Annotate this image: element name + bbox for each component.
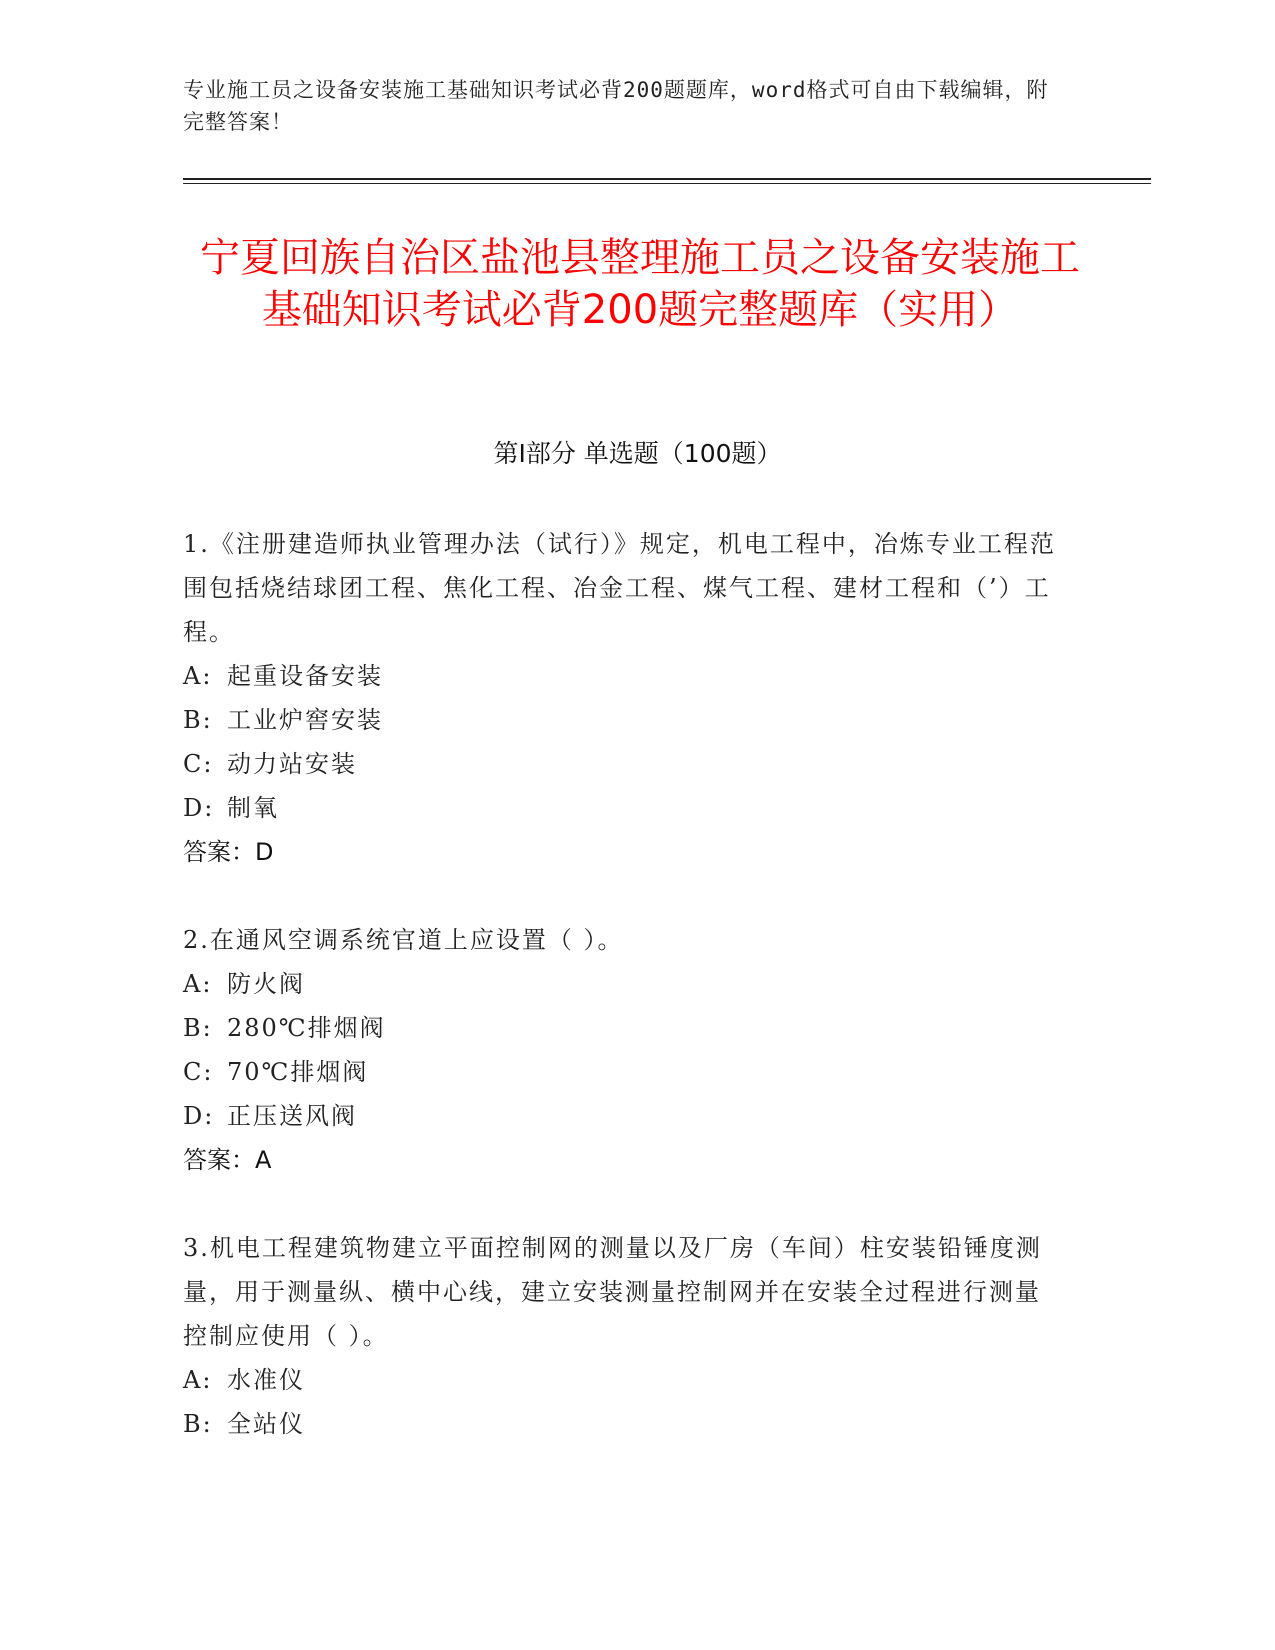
option-text: 全站仪 — [227, 1410, 305, 1438]
option-text: 70℃排烟阀 — [227, 1058, 369, 1086]
option-text: 防火阀 — [227, 970, 305, 998]
option-text: 制氧 — [227, 794, 279, 822]
header-rule-thick — [183, 178, 1151, 180]
option-a — [183, 1358, 1063, 1402]
question-3 — [183, 1226, 1063, 1446]
option-d — [183, 1094, 1063, 1138]
document-title: 宁夏回族自治区盐池县整理施工员之设备安装施工基础知识考试必背200题完整题库（实用） — [200, 235, 1080, 333]
option-letter: D: — [183, 794, 215, 822]
option-letter: A: — [183, 1366, 213, 1394]
option-letter: B: — [183, 1014, 213, 1042]
question-text: 2.在通风空调系统官道上应设置（ ）。 — [183, 926, 624, 954]
option-letter: B: — [183, 1410, 213, 1438]
option-letter: D: — [183, 1102, 215, 1130]
option-letter: A: — [183, 662, 213, 690]
option-d — [183, 786, 1063, 830]
question-1 — [183, 522, 1063, 874]
option-b — [183, 698, 1063, 742]
option-text: 工业炉窖安装 — [227, 706, 383, 734]
question-text: 3.机电工程建筑物建立平面控制网的测量以及厂房（车间）柱安装铅锤度测量，用于测量纵、横中心线，建立安装测量控制网并在安装全过程进行测量控制应使用（ ）。 — [183, 1234, 1042, 1350]
answer: 答案：D — [183, 838, 274, 866]
option-a — [183, 962, 1063, 1006]
option-c — [183, 1050, 1063, 1094]
option-text: 280℃排烟阀 — [227, 1014, 386, 1042]
option-text: 起重设备安装 — [227, 662, 383, 690]
option-letter: C: — [183, 750, 214, 778]
option-letter: C: — [183, 1058, 214, 1086]
option-letter: A: — [183, 970, 213, 998]
question-text: 1.《注册建造师执业管理办法（试行）》规定，机电工程中，冶炼专业工程范围包括烧结球团工程、焦化工程、冶金工程、煤气工程、建材工程和（’）工程。 — [183, 530, 1056, 646]
option-b — [183, 1402, 1063, 1446]
option-b — [183, 1006, 1063, 1050]
option-text: 动力站安装 — [227, 750, 357, 778]
question-list — [183, 522, 1063, 1490]
header-note: 专业施工员之设备安装施工基础知识考试必背200题题库，word格式可自由下载编辑，附完整答案！ — [183, 78, 1049, 134]
header-rule-thin — [183, 183, 1151, 184]
option-text: 水准仪 — [227, 1366, 305, 1394]
option-letter: B: — [183, 706, 213, 734]
section-title: 第I部分 单选题（100题） — [493, 439, 782, 468]
question-2 — [183, 918, 1063, 1182]
option-a — [183, 654, 1063, 698]
option-c — [183, 742, 1063, 786]
option-text: 正压送风阀 — [227, 1102, 357, 1130]
answer: 答案：A — [183, 1146, 272, 1174]
